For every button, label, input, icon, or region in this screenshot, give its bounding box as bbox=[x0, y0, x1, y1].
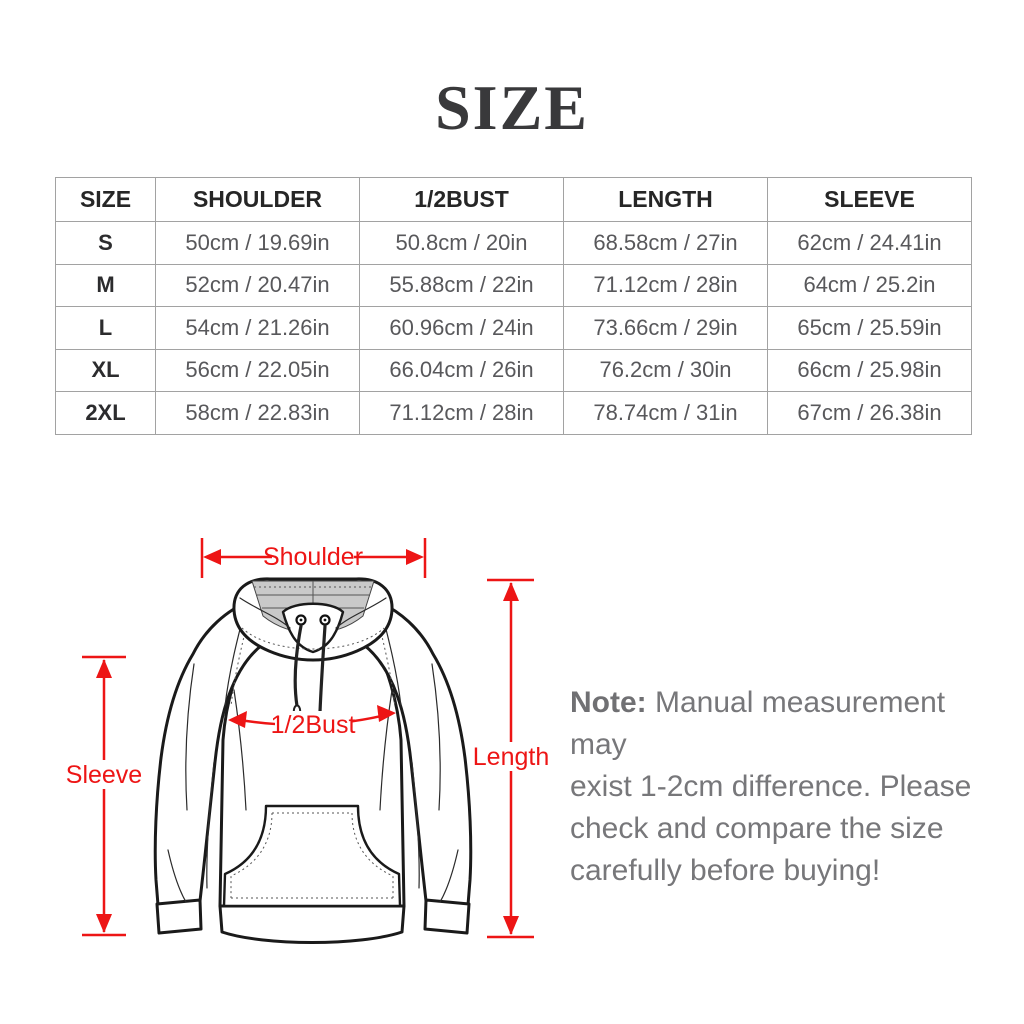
sleeve-dimension bbox=[66, 657, 142, 935]
measurement-cell: 54cm / 21.26in bbox=[156, 307, 360, 350]
note-line: exist 1-2cm difference. Please bbox=[570, 770, 972, 803]
length-dimension bbox=[473, 580, 549, 937]
column-header-size: SIZE bbox=[56, 178, 156, 222]
measurement-cell: 58cm / 22.83in bbox=[156, 392, 360, 435]
column-header-length: LENGTH bbox=[564, 178, 768, 222]
measurement-cell: 50.8cm / 20in bbox=[360, 222, 564, 265]
halfbust-dimension-label: 1/2Bust bbox=[270, 711, 356, 739]
measurement-cell: 66.04cm / 26in bbox=[360, 349, 564, 392]
note-line: check and compare the size bbox=[570, 812, 944, 845]
hoodie-drawing bbox=[155, 579, 471, 943]
measurement-cell: 52cm / 20.47in bbox=[156, 264, 360, 307]
measurement-cell: 67cm / 26.38in bbox=[768, 392, 972, 435]
measurement-cell: 56cm / 22.05in bbox=[156, 349, 360, 392]
measurement-cell: 78.74cm / 31in bbox=[564, 392, 768, 435]
size-cell: XL bbox=[56, 349, 156, 392]
size-cell: L bbox=[56, 307, 156, 350]
column-header-halfbust: 1/2BUST bbox=[360, 178, 564, 222]
size-cell: S bbox=[56, 222, 156, 265]
note-text bbox=[570, 682, 1000, 892]
hoodie-left-cuff bbox=[157, 900, 201, 933]
note-line: carefully before buying! bbox=[570, 854, 881, 887]
measurement-cell: 71.12cm / 28in bbox=[360, 392, 564, 435]
note-line: Note: Manual measurement may bbox=[570, 686, 946, 761]
shoulder-dimension-label: Shoulder bbox=[262, 543, 364, 571]
measurement-cell: 65cm / 25.59in bbox=[768, 307, 972, 350]
measurement-cell: 68.58cm / 27in bbox=[564, 222, 768, 265]
note-prefix: Note: bbox=[570, 686, 647, 719]
size-cell: 2XL bbox=[56, 392, 156, 435]
hoodie-hem bbox=[220, 906, 404, 943]
measurement-cell: 73.66cm / 29in bbox=[564, 307, 768, 350]
length-dimension-label: Length bbox=[472, 743, 550, 771]
sleeve-dimension-label: Sleeve bbox=[65, 761, 143, 789]
measurement-cell: 55.88cm / 22in bbox=[360, 264, 564, 307]
measurement-cell: 76.2cm / 30in bbox=[564, 349, 768, 392]
measurement-cell: 71.12cm / 28in bbox=[564, 264, 768, 307]
measurement-cell: 60.96cm / 24in bbox=[360, 307, 564, 350]
size-cell: M bbox=[56, 264, 156, 307]
measurement-cell: 66cm / 25.98in bbox=[768, 349, 972, 392]
measurement-cell: 50cm / 19.69in bbox=[156, 222, 360, 265]
hoodie-right-cuff bbox=[425, 900, 469, 933]
column-header-sleeve: SLEEVE bbox=[768, 178, 972, 222]
column-header-shoulder: SHOULDER bbox=[156, 178, 360, 222]
page-title: SIZE bbox=[435, 72, 589, 143]
shoulder-dimension bbox=[202, 538, 425, 578]
measurement-cell: 64cm / 25.2in bbox=[768, 264, 972, 307]
measurement-cell: 62cm / 24.41in bbox=[768, 222, 972, 265]
